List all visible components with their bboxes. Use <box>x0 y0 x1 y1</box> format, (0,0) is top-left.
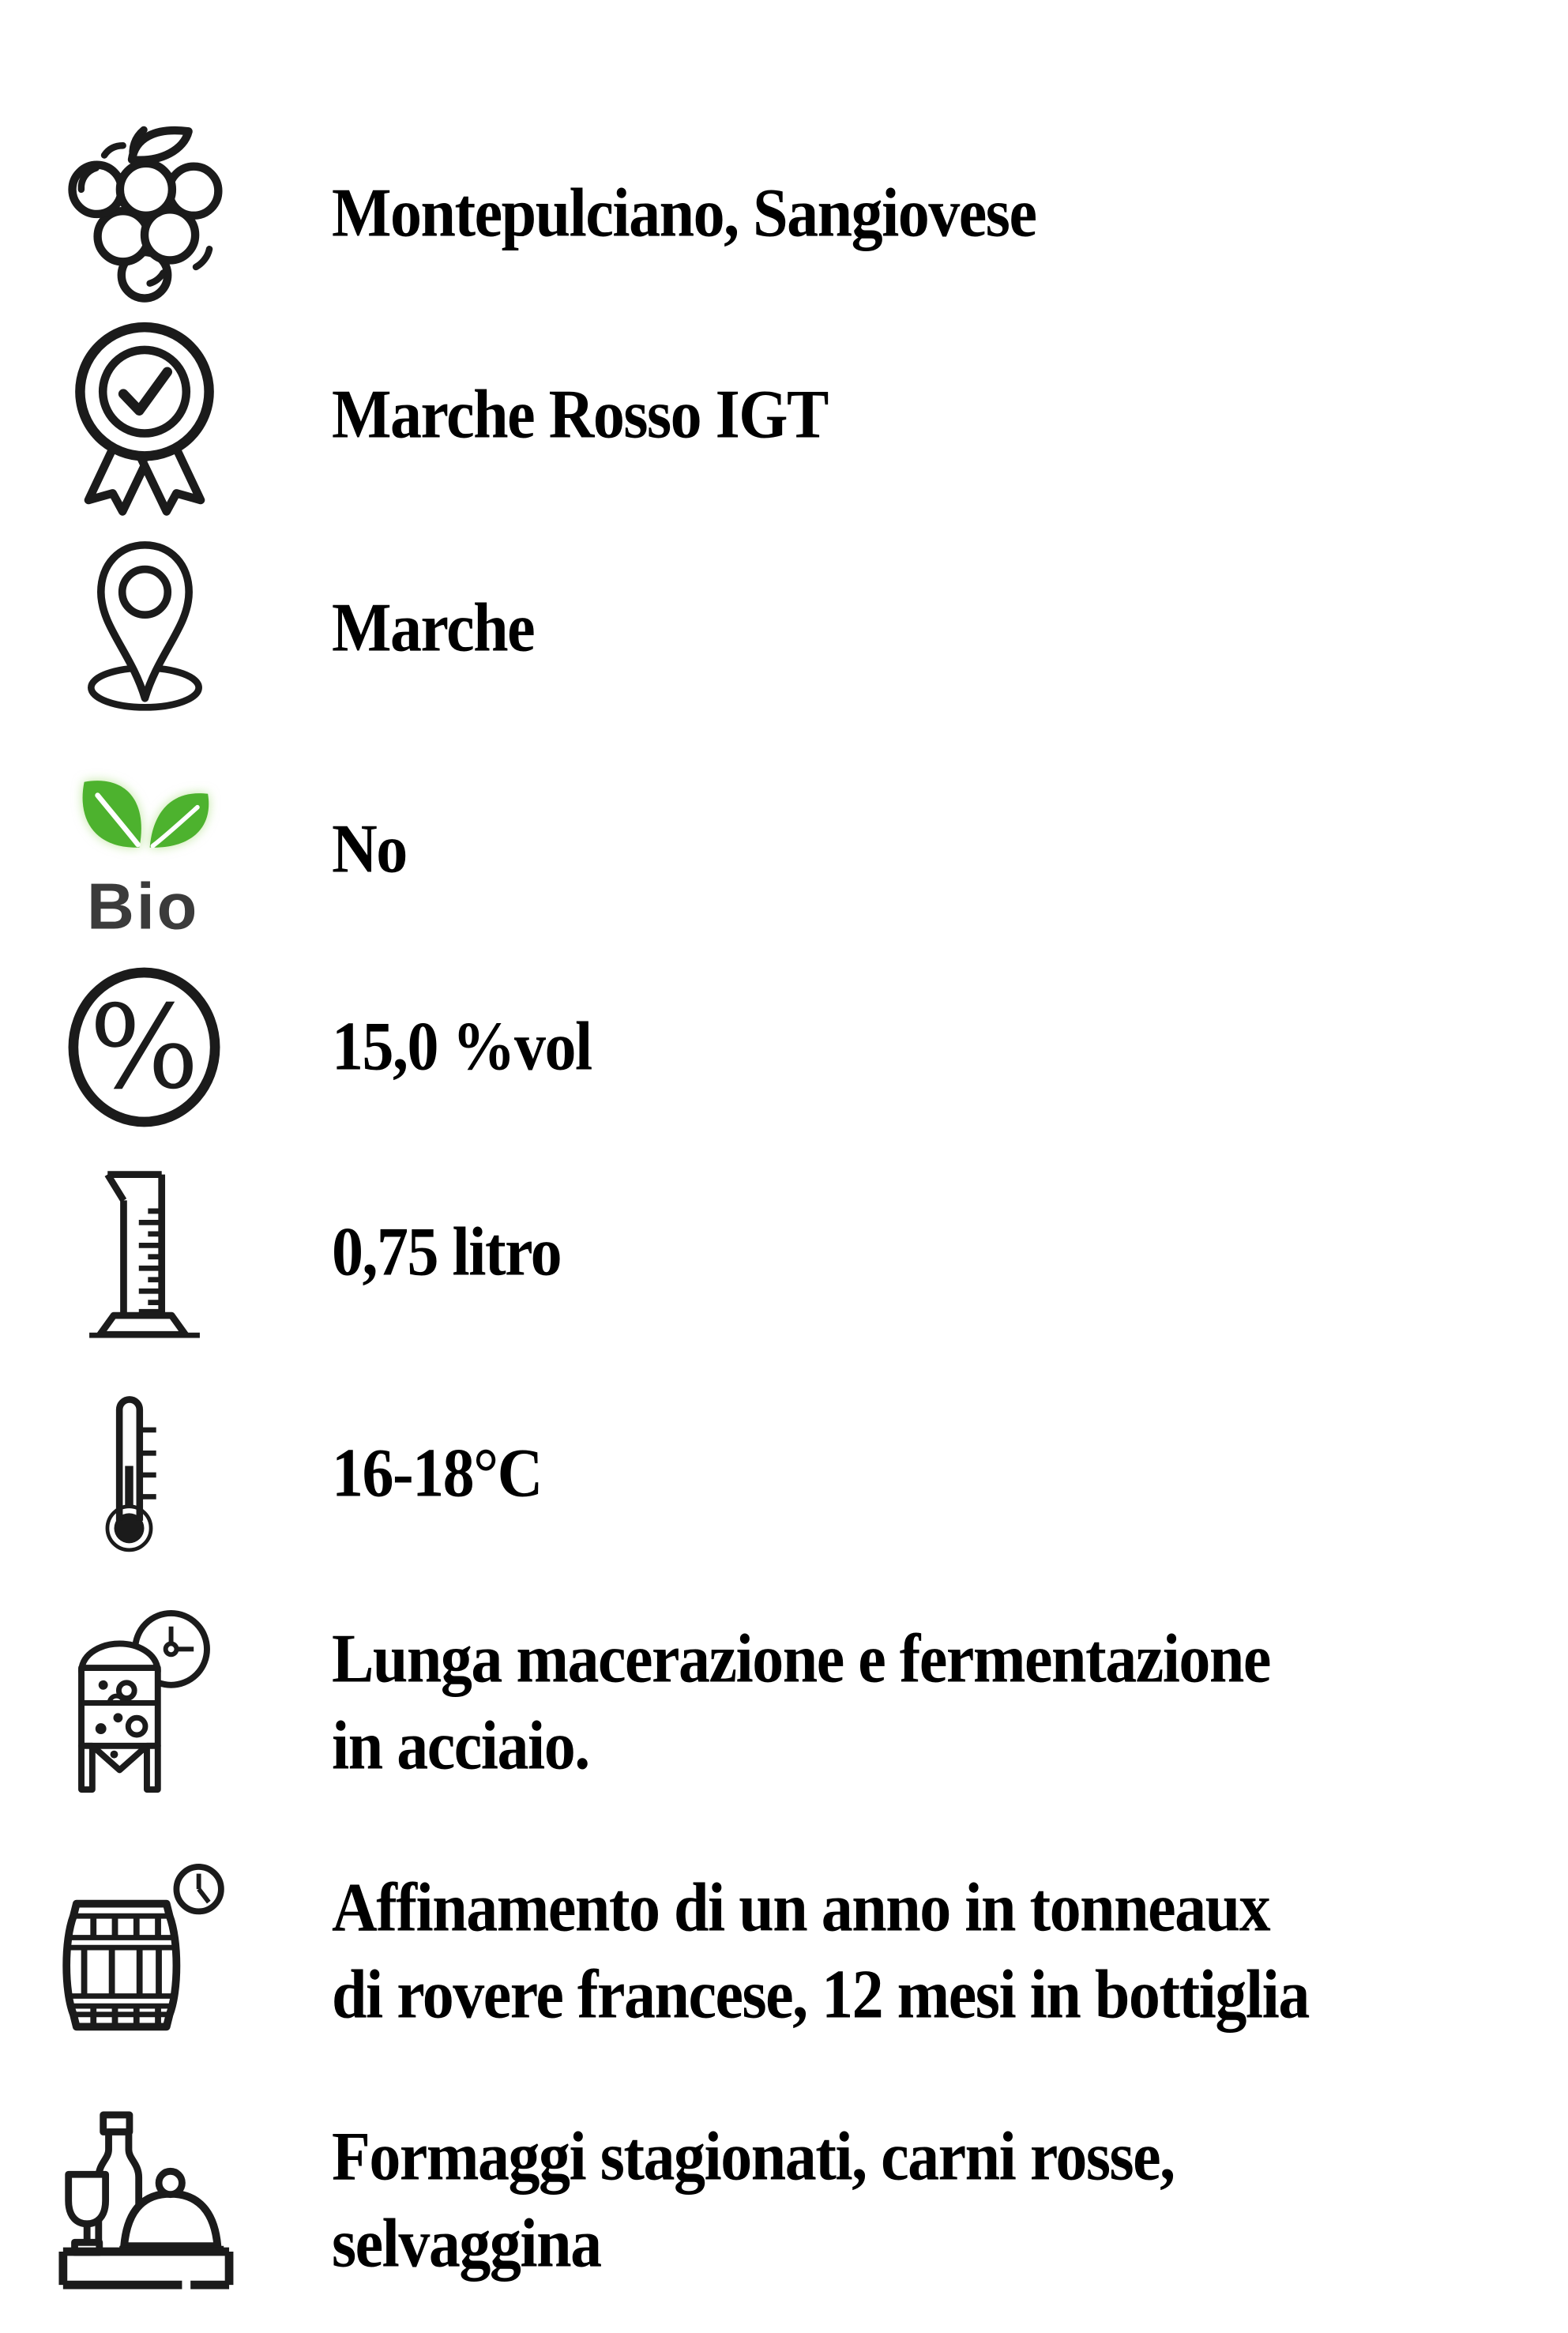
spec-text: Montepulciano, Sangiovese <box>332 175 1036 252</box>
spec-text: selvaggina <box>332 2205 601 2282</box>
spec-label-serving-temperature <box>332 1430 542 1517</box>
spec-text: Marche <box>332 589 535 667</box>
food-pairing-icon <box>58 2109 231 2291</box>
spec-label-vinification <box>332 1616 1270 1789</box>
spec-text: 16-18°C <box>332 1435 542 1512</box>
percent-icon <box>70 966 220 1128</box>
spec-row-organic <box>0 747 1568 952</box>
spec-text: Affinamento di un anno in tonneaux <box>332 1869 1270 1947</box>
spec-text: Formaggi stagionati, carni rosse, <box>332 2118 1175 2196</box>
measuring-cylinder-icon <box>89 1167 200 1338</box>
spec-row-food-pairing <box>0 2082 1568 2319</box>
spec-text: 15,0 %vol <box>332 1008 592 1086</box>
percent-glyph: % <box>88 980 199 1115</box>
grapes-icon <box>66 122 223 305</box>
spec-row-serving-temperature <box>0 1363 1568 1584</box>
spec-text: Lunga macerazione e fermentazione <box>332 1620 1270 1698</box>
spec-label-aging <box>332 1865 1309 2038</box>
spec-text: Marche Rosso IGT <box>332 376 828 453</box>
spec-label-grape-varieties <box>332 170 1036 257</box>
spec-label-alcohol <box>332 1003 592 1090</box>
thermometer-icon <box>107 1394 182 1552</box>
location-pin-icon <box>78 539 211 717</box>
spec-row-vinification <box>0 1584 1568 1821</box>
award-medal-icon <box>69 318 220 512</box>
spec-row-appellation <box>0 320 1568 510</box>
spec-row-aging <box>0 1821 1568 2082</box>
spec-label-food-pairing <box>332 2113 1175 2287</box>
spec-label-organic <box>332 806 407 893</box>
spec-text: di rovere francese, 12 mesi in bottiglia <box>332 1956 1309 2034</box>
fermentation-tank-icon <box>80 1609 209 1797</box>
spec-label-volume <box>332 1209 561 1296</box>
spec-label-appellation <box>332 371 828 458</box>
spec-row-region <box>0 510 1568 747</box>
spec-row-alcohol <box>0 952 1568 1142</box>
spec-text: in acciaio. <box>332 1707 589 1785</box>
bio-logo-text: Bio <box>86 868 199 943</box>
oak-barrel-icon <box>66 1864 224 2039</box>
bio-leaves-icon <box>66 764 223 943</box>
spec-text: No <box>332 811 407 888</box>
spec-text: 0,75 litro <box>332 1214 562 1291</box>
spec-row-grape-varieties <box>0 107 1568 320</box>
spec-label-region <box>332 585 534 672</box>
spec-row-volume <box>0 1142 1568 1363</box>
